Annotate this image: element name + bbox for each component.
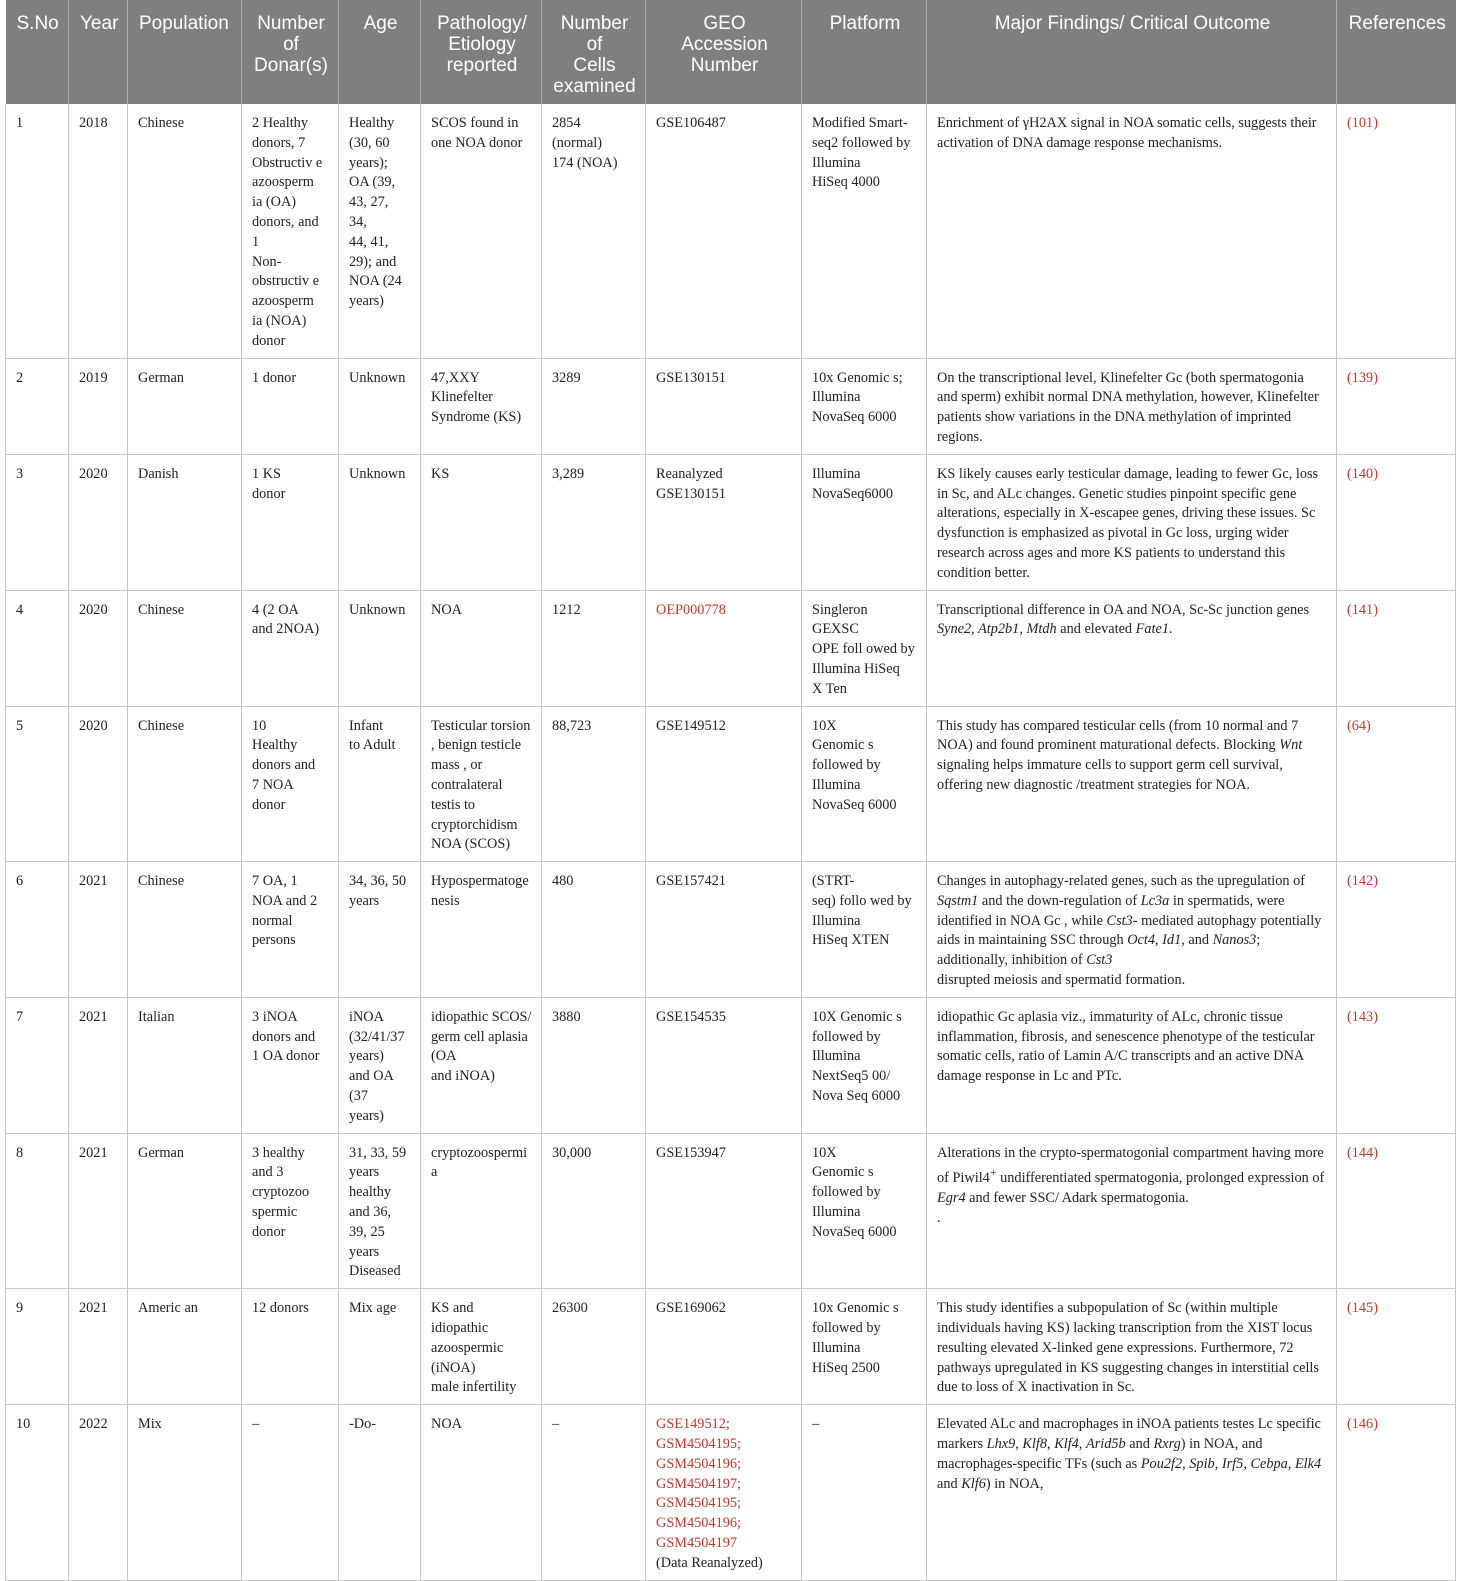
gene-name: Sqstm1 <box>937 892 979 909</box>
cell-sno: 8 <box>6 1133 69 1289</box>
cell-donors: – <box>242 1405 339 1580</box>
findings-text: , <box>1214 1455 1222 1472</box>
cell-cells: 2854 (normal) 174 (NOA) <box>542 104 646 358</box>
cell-age: Healthy (30, 60 years); OA (39, 43, 27, 34, 44, 41, 29); and NOA (24 years) <box>339 104 421 358</box>
cell-geo: GSE130151 <box>646 358 802 454</box>
cell-population: Chinese <box>128 104 242 358</box>
cell-year: 2021 <box>69 862 128 998</box>
findings-text: This study has compared testicular cells (from 10 normal and 7 NOA) and found prominent maturational defects. Blocking <box>937 717 1299 754</box>
cell-cells: 3880 <box>542 997 646 1133</box>
geo-link[interactable]: OEP000778 <box>656 601 726 618</box>
findings-text: disrupted meiosis and spermatid formation. <box>937 972 1186 989</box>
gene-name: Klf8 <box>1022 1436 1048 1453</box>
cell-population: Chinese <box>128 862 242 998</box>
cell-reference <box>1337 997 1456 1133</box>
cell-population: German <box>128 1133 242 1289</box>
cell-geo <box>646 590 802 706</box>
reference-link[interactable]: (64) <box>1347 717 1371 734</box>
cell-platform: (STRT- seq) follo wed by Illumina HiSeq XTEN <box>802 862 927 998</box>
header-pathology: Pathology/ Etiology reported <box>421 0 542 104</box>
cell-year: 2022 <box>69 1405 128 1580</box>
header-donors: Number of Donar(s) <box>242 0 339 104</box>
cell-year: 2019 <box>69 358 128 454</box>
cell-donors: 10 Healthy donors and 7 NOA donor <box>242 706 339 862</box>
geo-link[interactable]: GSM4504196; <box>656 1515 741 1532</box>
cell-population: Danish <box>128 454 242 590</box>
gene-name: Pou2f2 <box>1140 1455 1183 1472</box>
geo-link[interactable]: GSM4504197; <box>656 1475 741 1492</box>
cell-age: Mix age <box>339 1289 421 1405</box>
cell-findings: On the transcriptional level, Klinefelter Gc (both spermatogonia and sperm) exhibit normal DNA methylation, however, Klinefelter patients show variations in the DNA methylation of imprinted regions. <box>927 358 1337 454</box>
table-body <box>6 104 1456 1580</box>
cell-age: -Do- <box>339 1405 421 1580</box>
table-header <box>6 0 1456 104</box>
cell-platform: 10x Genomic s followed by Illumina HiSeq 2500 <box>802 1289 927 1405</box>
cell-year: 2020 <box>69 590 128 706</box>
cell-platform: Modified Smart- seq2 followed by Illumina HiSeq 4000 <box>802 104 927 358</box>
cell-findings <box>927 1133 1337 1289</box>
cell-year: 2020 <box>69 706 128 862</box>
cell-pathology: NOA <box>421 590 542 706</box>
cell-findings: idiopathic Gc aplasia viz., immaturity of ALc, chronic tissue inflammation, fibrosis, and senescence phenotype of the testicular somatic cells, ratio of Lamin A/C transcripts and an active DNA damage response in Lc and PTc. <box>927 997 1337 1133</box>
cell-population: Chinese <box>128 590 242 706</box>
findings-text: and <box>937 1475 962 1492</box>
gene-name: Irf5 <box>1221 1455 1244 1472</box>
findings-text: and the down-regulation of <box>978 892 1141 909</box>
geo-link[interactable]: GSM4504195; <box>656 1436 741 1453</box>
reference-link[interactable]: (140) <box>1347 465 1378 482</box>
cell-donors: 3 iNOA donors and 1 OA donor <box>242 997 339 1133</box>
header-sno: S.No <box>6 0 69 104</box>
cell-cells: 3289 <box>542 358 646 454</box>
cell-donors: 1 donor <box>242 358 339 454</box>
cell-sno: 9 <box>6 1289 69 1405</box>
findings-text: signaling helps immature cells to support germ cell survival, offering new diagnostic /treatment strategies for NOA. <box>937 757 1283 793</box>
cell-age: 31, 33, 59 years healthy and 36, 39, 25 years Diseased <box>339 1133 421 1289</box>
table-row <box>6 997 1456 1133</box>
findings-text: ) in NOA, <box>985 1475 1044 1492</box>
cell-reference <box>1337 706 1456 862</box>
cell-cells: 1212 <box>542 590 646 706</box>
table-row <box>6 358 1456 454</box>
findings-text: , <box>1047 1436 1055 1453</box>
cell-year: 2021 <box>69 1289 128 1405</box>
reference-link[interactable]: (101) <box>1347 115 1378 131</box>
findings-text: , <box>1182 1455 1190 1472</box>
gene-name: Cst3 <box>1086 952 1113 969</box>
table-row <box>6 706 1456 862</box>
findings-text: ) in NOA, and macrophages-specific TFs (such as <box>937 1436 1263 1472</box>
cell-year: 2020 <box>69 454 128 590</box>
findings-text: Elevated ALc and macrophages in iNOA patients testes Lc specific markers <box>937 1416 1321 1453</box>
gene-names: Syne2, Atp2b1, Mtdh <box>937 621 1057 638</box>
header-year: Year <box>69 0 128 104</box>
cell-findings <box>927 590 1337 706</box>
cell-pathology: idiopathic SCOS/ germ cell aplasia (OA and iNOA) <box>421 997 542 1133</box>
header-findings: Major Findings/ Critical Outcome <box>927 0 1337 104</box>
gene-name: Elk4 <box>1294 1455 1322 1472</box>
reference-link[interactable]: (146) <box>1347 1416 1378 1433</box>
cell-donors: 7 OA, 1 NOA and 2 normal persons <box>242 862 339 998</box>
header-row <box>6 0 1456 104</box>
cell-findings: KS likely causes early testicular damage, leading to fewer Gc, loss in Sc, and ALc changes. Genetic studies pinpoint specific gene alterations, especially in X-escapee genes, driving these issues. Sc dysfunction is emphasized as pivotal in Gc loss, urging wider research across ages and more KS patients to understand this condition better. <box>927 454 1337 590</box>
geo-link[interactable]: GSM4504196; <box>656 1455 741 1472</box>
cell-cells: – <box>542 1405 646 1580</box>
reference-link[interactable]: (141) <box>1347 601 1378 618</box>
cell-findings <box>927 706 1337 862</box>
findings-text: , <box>1015 1436 1023 1453</box>
cell-population: Italian <box>128 997 242 1133</box>
cell-age: Unknown <box>339 590 421 706</box>
cell-findings <box>927 862 1337 998</box>
cell-year: 2021 <box>69 1133 128 1289</box>
findings-text: undifferentiated spermatogonia, prolonged expression of <box>996 1170 1325 1187</box>
table-row <box>6 104 1456 358</box>
cell-sno: 4 <box>6 590 69 706</box>
gene-name: Oct4, Id1 <box>1127 932 1182 949</box>
gene-name: Lhx9 <box>986 1436 1016 1453</box>
findings-text: Alterations in the crypto-spermatogonial compartment having more of Piwil4 <box>937 1144 1324 1187</box>
cell-sno: 5 <box>6 706 69 862</box>
header-platform: Platform <box>802 0 927 104</box>
cell-reference <box>1337 358 1456 454</box>
findings-text: and <box>1125 1436 1154 1453</box>
cell-year: 2018 <box>69 104 128 358</box>
cell-population: Mix <box>128 1405 242 1580</box>
header-age: Age <box>339 0 421 104</box>
cell-geo: Reanalyzed GSE130151 <box>646 454 802 590</box>
findings-text: , <box>1243 1455 1251 1472</box>
table-row <box>6 454 1456 590</box>
cell-geo: GSE153947 <box>646 1133 802 1289</box>
table-row <box>6 1405 1456 1580</box>
findings-text: Changes in autophagy-related genes, such as the upregulation of <box>937 873 1306 890</box>
cell-donors: 1 KS donor <box>242 454 339 590</box>
reference-link[interactable]: (144) <box>1347 1144 1378 1161</box>
gene-name: Klf4 <box>1054 1436 1079 1453</box>
cell-platform: 10x Genomic s; Illumina NovaSeq 6000 <box>802 358 927 454</box>
cell-age: 34, 36, 50 years <box>339 862 421 998</box>
table-container <box>5 0 1455 1581</box>
studies-table <box>5 0 1456 1581</box>
findings-text: and elevated <box>1056 621 1136 638</box>
cell-age: iNOA (32/41/37 years) and OA (37 years) <box>339 997 421 1133</box>
gene-name: Arid5b <box>1085 1436 1126 1453</box>
findings-text: - mediated autophagy potentially aids in maintaining SSC through <box>937 912 1322 949</box>
geo-note: (Data Reanalyzed) <box>656 1554 763 1571</box>
cell-findings: This study identifies a subpopulation of Sc (within multiple individuals having KS) lacking transcription from the XIST locus resulting elevated X-linked gene expressions. Furthermore, 72 pathways upregulated in KS suggesting changes in interstitial cells due to loss of X inactivation in Sc. <box>927 1289 1337 1405</box>
cell-age: Unknown <box>339 358 421 454</box>
gene-name: Cst3 <box>1106 912 1133 929</box>
gene-name: Cebpa <box>1250 1455 1288 1472</box>
findings-text: , <box>1078 1436 1086 1453</box>
cell-donors: 12 donors <box>242 1289 339 1405</box>
cell-donors: 4 (2 OA and 2NOA) <box>242 590 339 706</box>
reference-link[interactable]: (145) <box>1347 1300 1378 1317</box>
cell-cells: 88,723 <box>542 706 646 862</box>
cell-cells: 480 <box>542 862 646 998</box>
cell-cells: 26300 <box>542 1289 646 1405</box>
cell-pathology: SCOS found in one NOA donor <box>421 104 542 358</box>
cell-year: 2021 <box>69 997 128 1133</box>
cell-platform: Singleron GEXSC OPE foll owed by Illumina HiSeq X Ten <box>802 590 927 706</box>
cell-platform: Illumina NovaSeq6000 <box>802 454 927 590</box>
cell-findings: Enrichment of γH2AX signal in NOA somatic cells, suggests their activation of DNA damage response mechanisms. <box>927 104 1337 358</box>
cell-pathology: cryptozoospermi a <box>421 1133 542 1289</box>
gene-name: Wnt <box>1279 737 1303 754</box>
cell-cells: 30,000 <box>542 1133 646 1289</box>
cell-pathology: KS <box>421 454 542 590</box>
cell-reference <box>1337 590 1456 706</box>
findings-text: Transcriptional difference in OA and NOA, Sc-Sc junction genes <box>937 601 1310 618</box>
header-cells: Number of Cells examined <box>542 0 646 104</box>
reference-link[interactable]: (139) <box>1347 369 1378 386</box>
gene-name: Rxrg <box>1153 1436 1181 1453</box>
findings-text: ; additionally, inhibition of <box>937 932 1261 969</box>
cell-population: Americ an <box>128 1289 242 1405</box>
reference-link[interactable]: (142) <box>1347 873 1378 890</box>
header-population: Population <box>128 0 242 104</box>
table-row <box>6 1133 1456 1289</box>
cell-cells: 3,289 <box>542 454 646 590</box>
geo-link[interactable]: GSM4504197 <box>656 1535 738 1551</box>
cell-population: Chinese <box>128 706 242 862</box>
cell-donors: 3 healthy and 3 cryptozoo spermic donor <box>242 1133 339 1289</box>
cell-sno: 1 <box>6 104 69 358</box>
cell-pathology: Hypospermatoge nesis <box>421 862 542 998</box>
findings-text: and fewer SSC/ Adark spermatogonia. <box>965 1190 1189 1207</box>
cell-geo: GSE157421 <box>646 862 802 998</box>
reference-link[interactable]: (143) <box>1347 1008 1378 1025</box>
cell-findings <box>927 1405 1337 1580</box>
cell-pathology: KS and idiopathic azoospermic (iNOA) male infertility <box>421 1289 542 1405</box>
table-row <box>6 590 1456 706</box>
findings-text: . <box>1169 621 1173 638</box>
table-row <box>6 862 1456 998</box>
cell-platform: – <box>802 1405 927 1580</box>
gene-name: Spib <box>1189 1455 1215 1472</box>
table-row <box>6 1289 1456 1405</box>
findings-text: , and <box>1181 932 1213 949</box>
findings-text: . <box>937 1209 941 1226</box>
findings-text: in spermatids, were identified in NOA Gc , while <box>937 892 1285 929</box>
superscript-plus: + <box>989 1165 997 1180</box>
gene-name: Lc3a <box>1140 892 1170 909</box>
cell-geo: GSE149512 <box>646 706 802 862</box>
gene-name: Klf6 <box>961 1475 986 1492</box>
cell-pathology: NOA <box>421 1405 542 1580</box>
gene-name: Fate1 <box>1135 621 1170 638</box>
cell-reference <box>1337 454 1456 590</box>
cell-geo <box>646 1405 802 1580</box>
cell-sno: 3 <box>6 454 69 590</box>
cell-sno: 7 <box>6 997 69 1133</box>
cell-reference <box>1337 104 1456 358</box>
cell-reference <box>1337 1405 1456 1580</box>
cell-age: Unknown <box>339 454 421 590</box>
cell-geo: GSE154535 <box>646 997 802 1133</box>
cell-pathology: 47,XXY Klinefelter Syndrome (KS) <box>421 358 542 454</box>
cell-pathology: Testicular torsion , benign testicle mass , or contralateral testis to cryptorchidism NOA (SCOS) <box>421 706 542 862</box>
cell-geo: GSE106487 <box>646 104 802 358</box>
geo-link[interactable]: GSE149512; <box>656 1416 730 1433</box>
cell-reference <box>1337 1133 1456 1289</box>
cell-reference <box>1337 1289 1456 1405</box>
header-geo: GEO Accession Number <box>646 0 802 104</box>
findings-text: , <box>1287 1455 1295 1472</box>
cell-sno: 10 <box>6 1405 69 1580</box>
cell-platform: 10X Genomic s followed by Illumina NovaSeq 6000 <box>802 1133 927 1289</box>
cell-platform: 10X Genomic s followed by Illumina NovaSeq 6000 <box>802 706 927 862</box>
header-references: References <box>1337 0 1456 104</box>
cell-sno: 6 <box>6 862 69 998</box>
cell-platform: 10X Genomic s followed by Illumina NextSeq5 00/ Nova Seq 6000 <box>802 997 927 1133</box>
cell-age: Infant to Adult <box>339 706 421 862</box>
cell-sno: 2 <box>6 358 69 454</box>
geo-link[interactable]: GSM4504195; <box>656 1495 741 1512</box>
gene-name: Egr4 <box>937 1190 966 1207</box>
cell-population: German <box>128 358 242 454</box>
gene-name: Nanos3 <box>1212 932 1257 949</box>
cell-geo: GSE169062 <box>646 1289 802 1405</box>
cell-donors: 2 Healthy donors, 7 Obstructiv e azoosperm ia (OA) donors, and 1 Non- obstructiv e azoosperm ia (NOA) donor <box>242 104 339 358</box>
cell-reference <box>1337 862 1456 998</box>
